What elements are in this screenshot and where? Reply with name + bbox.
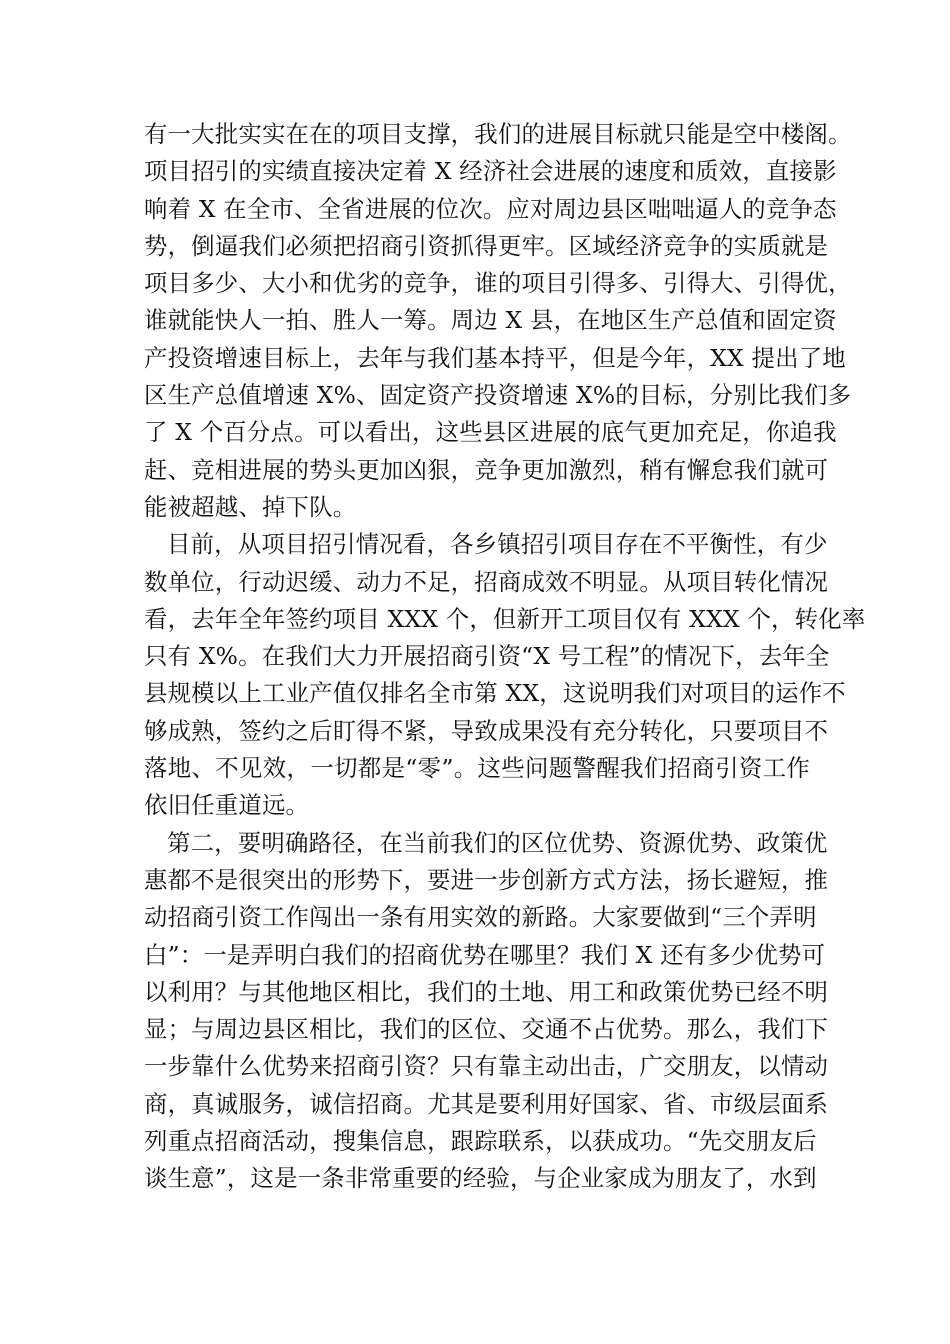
text-line: 势，倒逼我们必须把招商引资抓得更牢。区域经济竞争的实质就是 (144, 231, 829, 260)
text-line: 显；与周边县区相比，我们的区位、交通不占优势。那么，我们下 (144, 1015, 829, 1044)
text-line: 第二，要明确路径，在当前我们的区位优势、资源优势、政策优 (167, 828, 828, 857)
text-line: 以利用？与其他地区相比，我们的土地、用工和政策优势已经不明 (144, 977, 829, 1006)
text-line: 动招商引资工作闯出一条有用实效的新路。大家要做到“三个弄明 (144, 903, 817, 932)
text-line: 谈生意”，这是一条非常重要的经验，与企业家成为朋友了，水到 (144, 1164, 817, 1193)
text-line: 谁就能快人一拍、胜人一筹。周边 X 县，在地区生产总值和固定资 (144, 306, 837, 335)
text-line: 县规模以上工业产值仅排名全市第 XX，这说明我们对项目的运作不 (144, 679, 846, 708)
paragraph (144, 825, 829, 1198)
text-line: 项目多少、大小和优劣的竞争，谁的项目引得多、引得大、引得优， (144, 269, 852, 298)
text-line: 落地、不见效，一切都是“零”。这些问题警醒我们招商引资工作 (144, 754, 810, 783)
text-line: 列重点招商活动，搜集信息，跟踪联系，以获成功。“先交朋友后 (144, 1127, 817, 1156)
body-text (144, 116, 866, 1198)
text-line: 了 X 个百分点。可以看出，这些县区进展的底气更加充足，你追我 (144, 418, 837, 447)
text-line: 看，去年全年签约项目 XXX 个，但新开工项目仅有 XXX 个，转化率 (144, 604, 866, 633)
text-line: 能被超越、掉下队。 (144, 492, 357, 521)
text-line: 白”：一是弄明白我们的招商优势在哪里？我们 X 还有多少优势可 (144, 940, 826, 969)
text-line: 数单位，行动迟缓、动力不足，招商成效不明显。从项目转化情况 (144, 567, 829, 596)
text-line: 有一大批实实在在的项目支撑，我们的进展目标就只能是空中楼阁。 (144, 120, 852, 148)
paragraph (144, 116, 852, 526)
text-line: 赶、竞相进展的势头更加凶狠，竞争更加激烈，稍有懈怠我们就可 (144, 455, 829, 484)
text-line: 依旧任重道远。 (144, 791, 310, 820)
text-line: 产投资增速目标上，去年与我们基本持平，但是今年，XX 提出了地 (144, 343, 846, 372)
text-line: 区生产总值增速 X%、固定资产投资增速 X%的目标，分别比我们多 (144, 381, 852, 410)
text-line: 项目招引的实绩直接决定着 X 经济社会进展的速度和质效，直接影 (144, 157, 837, 186)
paragraph (144, 526, 866, 824)
text-line: 一步靠什么优势来招商引资？只有靠主动出击，广交朋友，以情动 (144, 1052, 829, 1081)
text-line: 商，真诚服务，诚信招商。尤其是要利用好国家、省、市级层面系 (144, 1089, 829, 1118)
text-line: 够成熟，签约之后盯得不紧，导致成果没有充分转化，只要项目不 (144, 716, 829, 745)
text-line: 响着 X 在全市、全省进展的位次。应对周边县区咄咄逼人的竞争态 (144, 194, 837, 223)
text-line: 惠都不是很突出的形势下，要进一步创新方式方法，扬长避短，推 (144, 865, 829, 894)
text-line: 只有 X%。在我们大力开展招商引资“X 号工程”的情况下，去年全 (144, 642, 830, 671)
text-line: 目前，从项目招引情况看，各乡镇招引项目存在不平衡性，有少 (167, 530, 828, 559)
